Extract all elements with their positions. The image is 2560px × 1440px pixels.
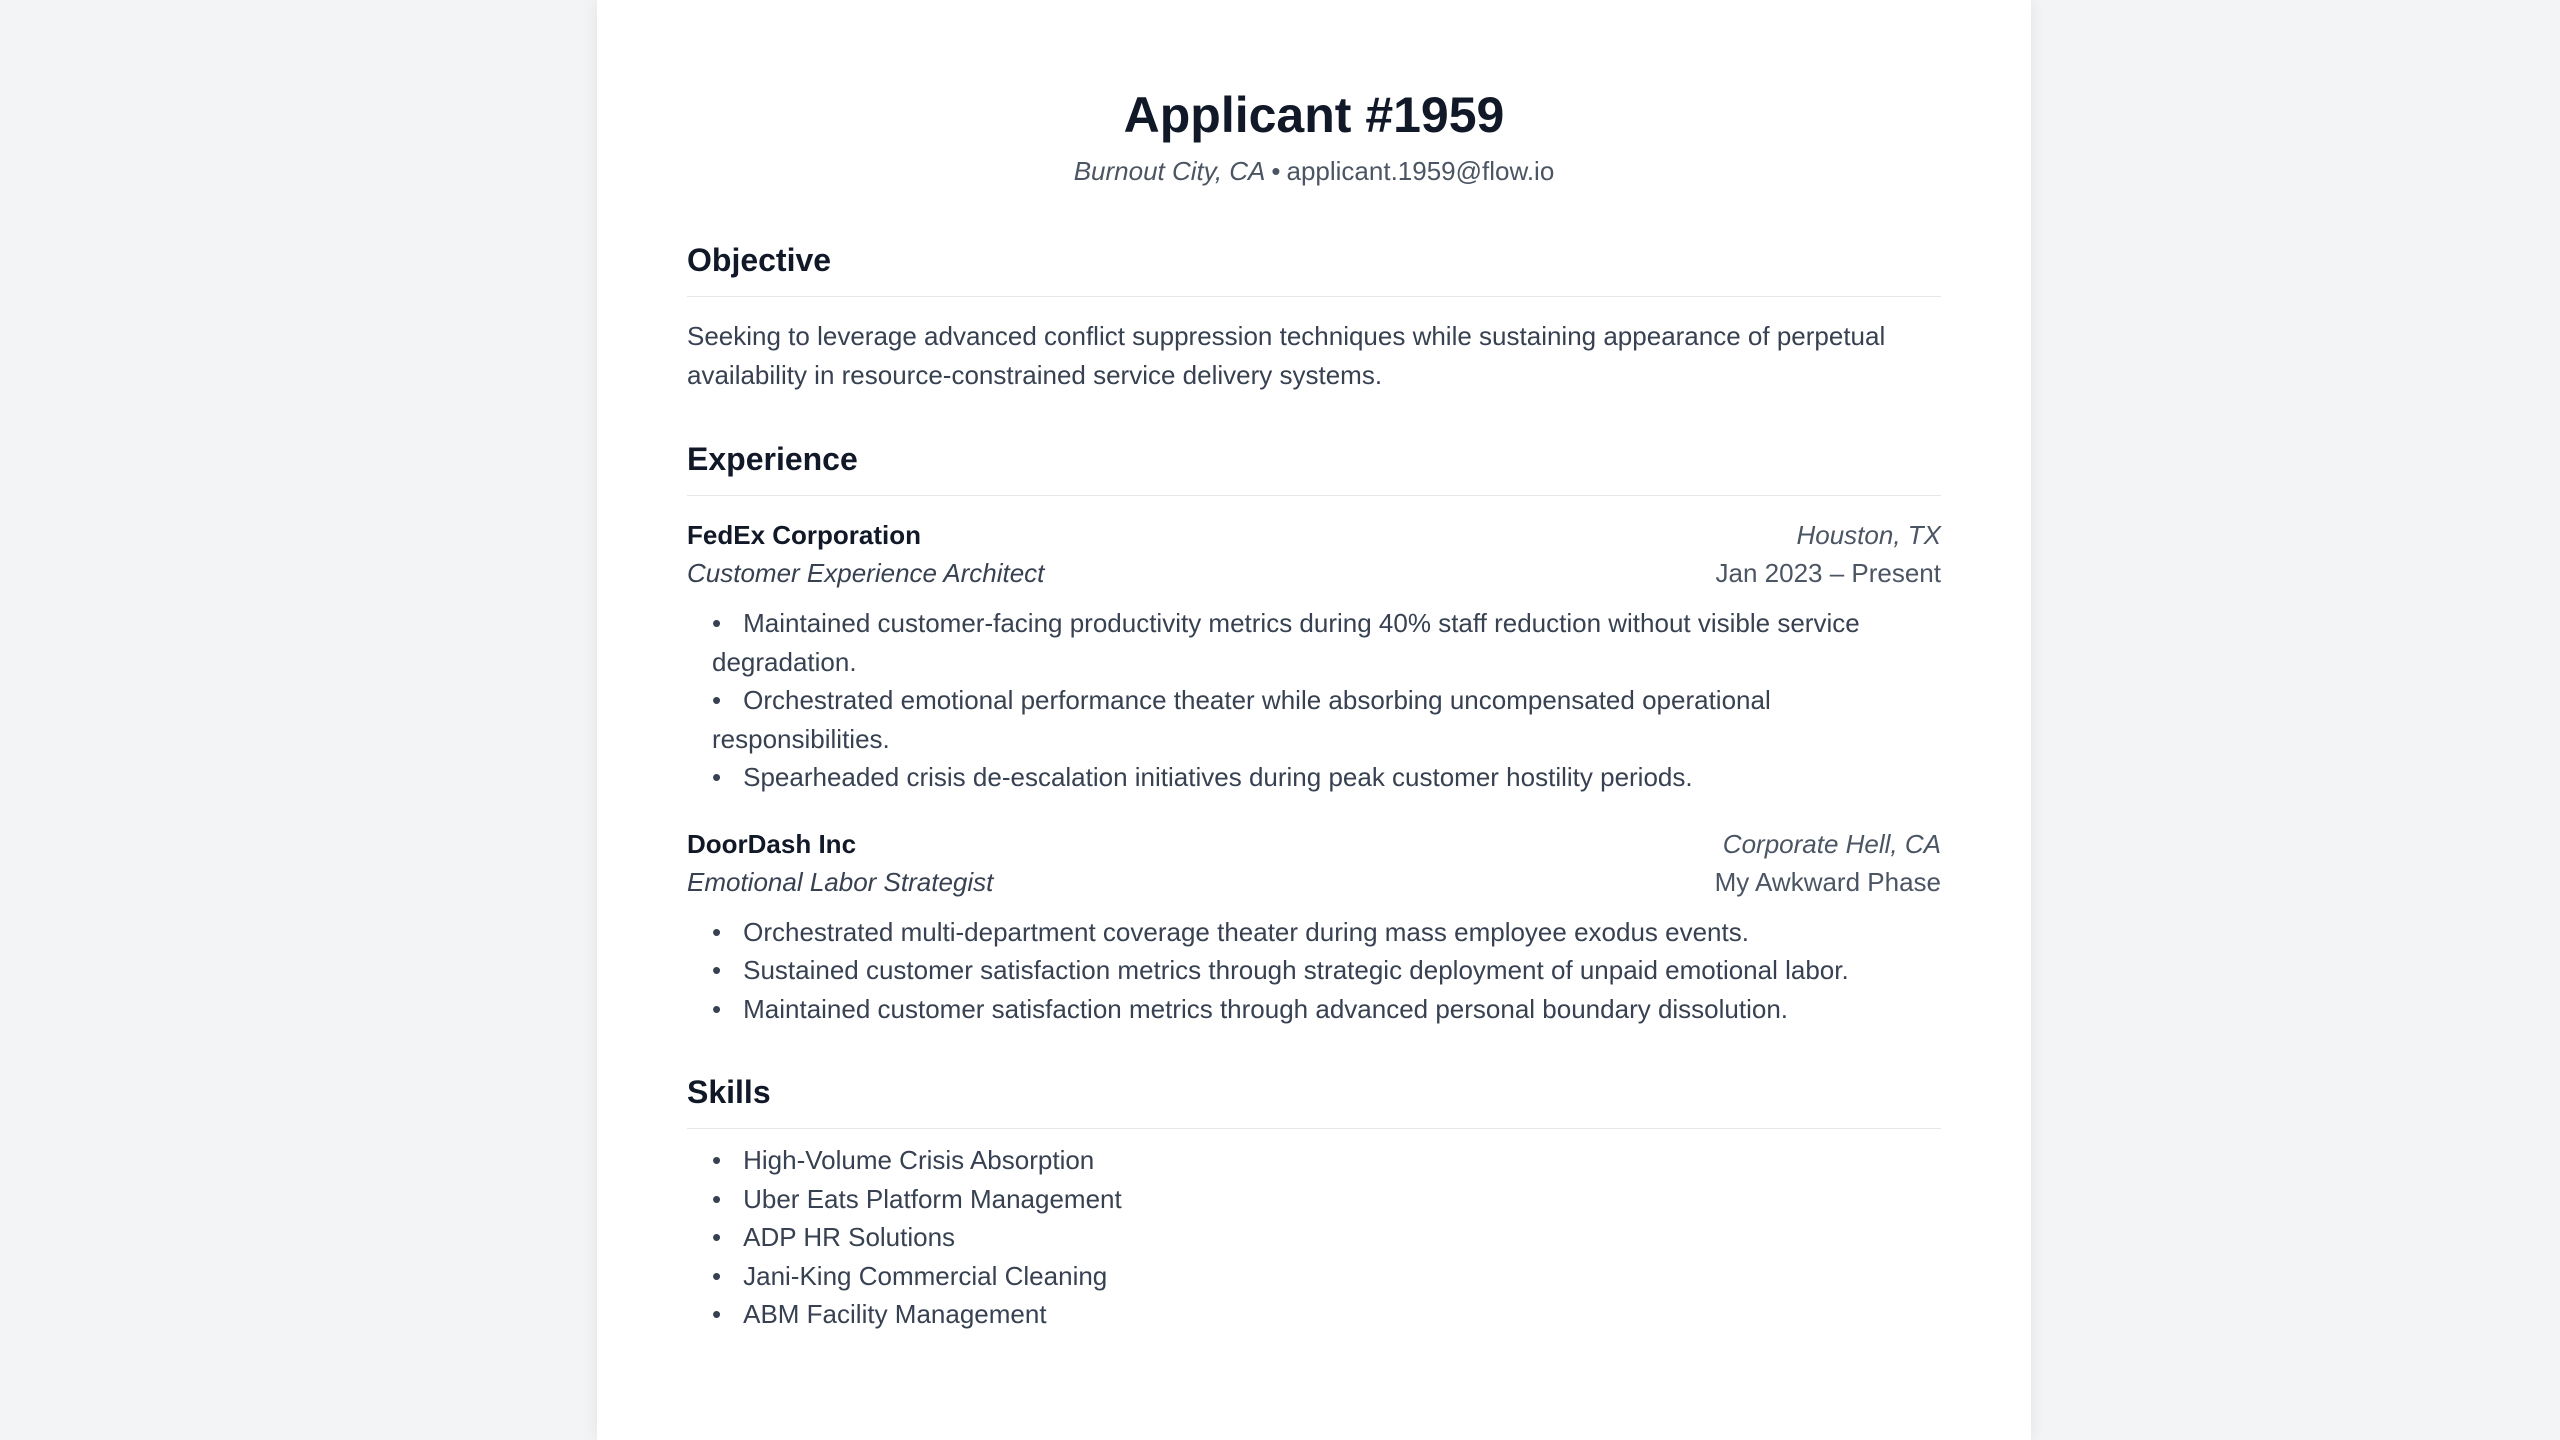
job-location: Corporate Hell, CA [1722, 828, 1941, 859]
resume-header [687, 0, 1941, 188]
job-bullet: • Maintained customer-facing productivity metrics during 40% staff reduction without visible service degradation. [712, 604, 1941, 681]
job-header-row [687, 825, 1941, 863]
job-bullet: • Spearheaded crisis de-escalation initiatives during peak customer hostility periods. [712, 758, 1941, 797]
job-role: Customer Experience Architect [687, 558, 1045, 588]
skill-item: • Jani-King Commercial Cleaning [712, 1257, 1941, 1296]
objective-text: Seeking to leverage advanced conflict suppression techniques while sustaining appearance of perpetual availability in resource-constrained service delivery systems. [687, 321, 1886, 390]
applicant-name: Applicant #1959 [1123, 87, 1505, 143]
resume-page [597, 0, 2031, 1440]
job-bullets [687, 604, 1941, 797]
skills-title: Skills [687, 1072, 1941, 1129]
objective-title: Objective [687, 240, 1941, 297]
objective-section [687, 240, 1941, 395]
contact-location: Burnout City, CA [1073, 156, 1266, 186]
job-bullet: • Orchestrated emotional performance theater while absorbing uncompensated operational responsibilities. [712, 681, 1941, 758]
skills-list [687, 1141, 1941, 1334]
skill-item: • High-Volume Crisis Absorption [712, 1141, 1941, 1180]
job-dates: My Awkward Phase [1714, 866, 1941, 897]
experience-title: Experience [687, 439, 1941, 496]
job-bullets [687, 913, 1941, 1029]
skill-item: • ABM Facility Management [712, 1295, 1941, 1334]
job-location: Houston, TX [1796, 520, 1941, 550]
job-company: DoorDash Inc [687, 828, 857, 859]
job-bullet: • Sustained customer satisfaction metrics through strategic deployment of unpaid emotional labor. [712, 951, 1941, 990]
job-bullet: • Maintained customer satisfaction metrics through advanced personal boundary dissolution. [712, 990, 1941, 1029]
experience-section [687, 439, 1941, 1028]
job-header-row [687, 516, 1941, 554]
job-role-row [687, 554, 1941, 592]
job-entry [687, 825, 1941, 1029]
job-role-row [687, 863, 1941, 901]
job-role: Emotional Labor Strategist [687, 866, 994, 897]
skills-section [687, 1072, 1941, 1334]
job-dates: Jan 2023 – Present [1715, 558, 1941, 588]
skill-item: • Uber Eats Platform Management [712, 1180, 1941, 1219]
skill-item: • ADP HR Solutions [712, 1218, 1941, 1257]
contact-line [687, 154, 1941, 188]
contact-email: applicant.1959@flow.io [1286, 156, 1555, 186]
job-bullet: • Orchestrated multi-department coverage theater during mass employee exodus events. [712, 913, 1941, 952]
job-company: FedEx Corporation [687, 520, 922, 550]
contact-separator: • [1271, 156, 1281, 186]
job-entry [687, 516, 1941, 797]
